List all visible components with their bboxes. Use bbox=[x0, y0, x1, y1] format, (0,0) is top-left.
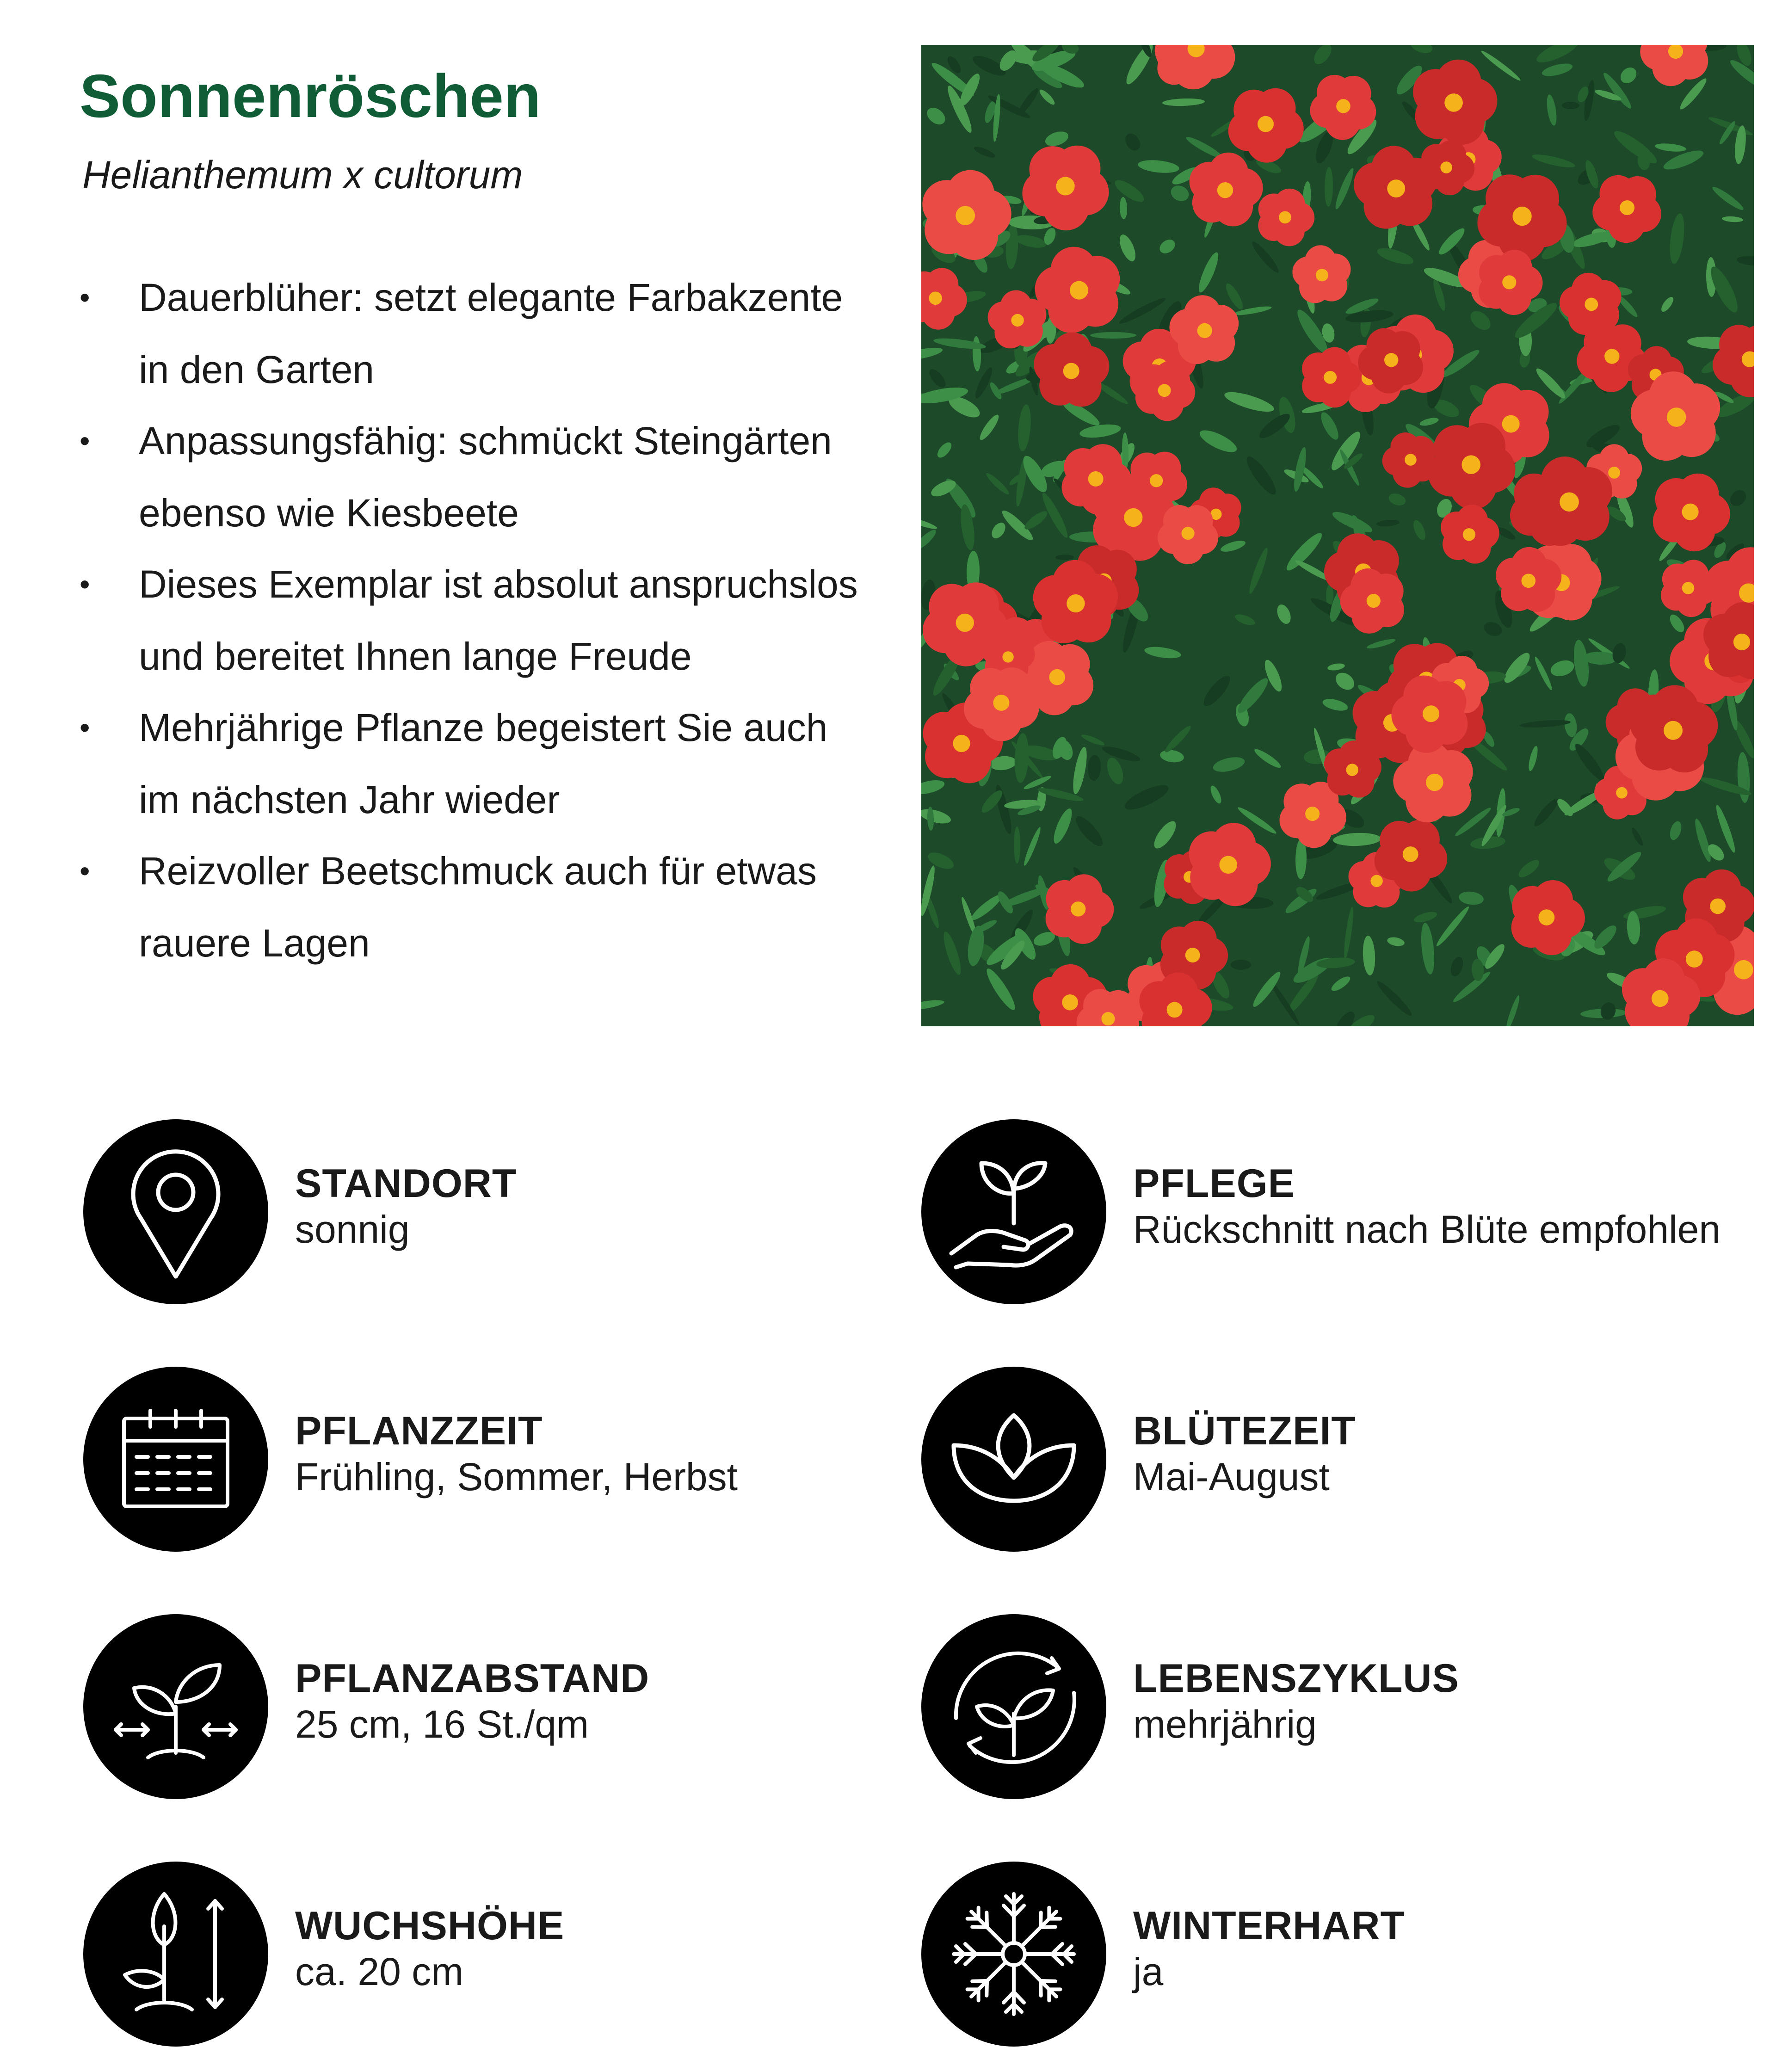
page-title: Sonnenröschen bbox=[80, 62, 541, 130]
snowflake-icon bbox=[921, 1862, 1106, 2047]
calendar-icon bbox=[83, 1367, 268, 1552]
bullet: • bbox=[80, 424, 90, 457]
plant-cycle-icon bbox=[921, 1614, 1106, 1799]
attribute-pflanzabstand bbox=[83, 1614, 870, 1799]
feature-line: Dauerblüher: setzt elegante Farbakzente bbox=[139, 276, 843, 319]
attribute-value: ca. 20 cm bbox=[295, 1950, 464, 1993]
feature-line: Reizvoller Beetschmuck auch für etwas bbox=[139, 849, 817, 893]
attribute-label: WINTERHART bbox=[1133, 1904, 1406, 1948]
bullet: • bbox=[80, 567, 90, 601]
plant-height-icon bbox=[83, 1862, 268, 2047]
attribute-label: PFLANZZEIT bbox=[295, 1409, 543, 1453]
feature-line: Dieses Exemplar ist absolut anspruchslos bbox=[139, 562, 858, 606]
list-item bbox=[79, 835, 874, 979]
attribute-label: LEBENSZYKLUS bbox=[1133, 1656, 1459, 1701]
attribute-pflanzzeit bbox=[83, 1367, 870, 1552]
list-item bbox=[79, 261, 874, 406]
attribute-value: Rückschnitt nach Blüte empfohlen bbox=[1133, 1208, 1721, 1251]
product-photo bbox=[921, 45, 1754, 1026]
lotus-flower-icon bbox=[921, 1367, 1106, 1552]
latin-name: Helianthemum x cultorum bbox=[82, 153, 523, 197]
bullet: • bbox=[80, 281, 90, 314]
feature-line: und bereitet Ihnen lange Freude bbox=[139, 635, 692, 678]
plant-spacing-icon bbox=[83, 1614, 268, 1799]
feature-line: Mehrjährige Pflanze begeistert Sie auch bbox=[139, 706, 828, 749]
location-pin-icon bbox=[83, 1119, 268, 1304]
attribute-value: ja bbox=[1133, 1950, 1164, 1993]
attribute-standort bbox=[83, 1119, 870, 1304]
attribute-pflege bbox=[921, 1119, 1721, 1304]
attribute-value: mehrjährig bbox=[1133, 1702, 1317, 1746]
attribute-lebenszyklus bbox=[921, 1614, 1708, 1799]
attribute-value: 25 cm, 16 St./qm bbox=[295, 1702, 589, 1746]
feature-line: ebenso wie Kiesbeete bbox=[139, 491, 519, 535]
attribute-value: Mai-August bbox=[1133, 1455, 1330, 1498]
attribute-label: PFLANZABSTAND bbox=[295, 1656, 650, 1701]
attribute-label: WUCHSHÖHE bbox=[295, 1904, 565, 1948]
attribute-wuchshoehe bbox=[83, 1862, 870, 2047]
list-item bbox=[79, 691, 874, 836]
feature-line: im nächsten Jahr wieder bbox=[139, 778, 560, 821]
list-item bbox=[79, 405, 874, 549]
hand-seedling-icon bbox=[921, 1119, 1106, 1304]
attribute-label: BLÜTEZEIT bbox=[1133, 1409, 1356, 1453]
attribute-label: PFLEGE bbox=[1133, 1161, 1295, 1206]
bullet: • bbox=[80, 711, 90, 744]
attribute-winterhart bbox=[921, 1862, 1708, 2047]
flower-illustration bbox=[921, 45, 1754, 1026]
feature-line: in den Garten bbox=[139, 348, 375, 391]
feature-line: rauere Lagen bbox=[139, 921, 370, 965]
list-item bbox=[79, 548, 874, 692]
feature-line: Anpassungsfähig: schmückt Steingärten bbox=[139, 419, 832, 462]
attribute-value: Frühling, Sommer, Herbst bbox=[295, 1455, 738, 1498]
feature-list bbox=[79, 261, 874, 978]
attribute-label: STANDORT bbox=[295, 1161, 517, 1206]
bullet: • bbox=[80, 854, 90, 888]
attribute-value: sonnig bbox=[295, 1208, 410, 1251]
attribute-bluetezeit bbox=[921, 1367, 1708, 1552]
